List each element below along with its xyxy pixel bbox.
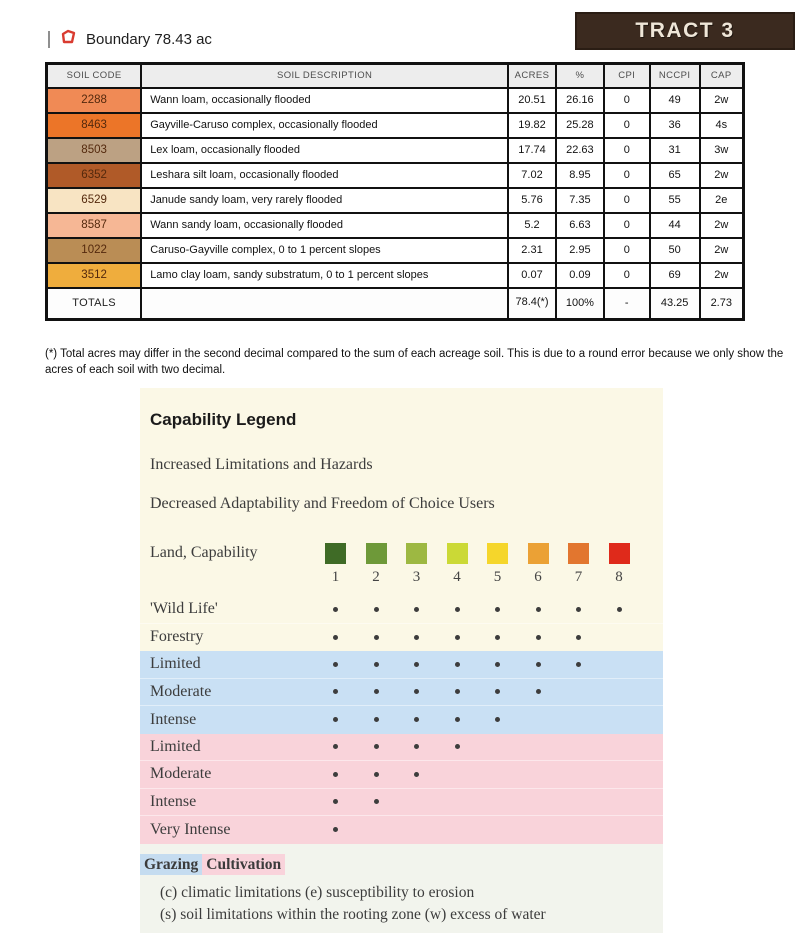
capability-dot xyxy=(333,635,338,640)
matrix-row-moderate xyxy=(140,679,663,707)
category-labels xyxy=(140,856,663,874)
capability-number-cell xyxy=(568,569,609,586)
matrix-dot-inner xyxy=(366,717,387,722)
matrix-row-label: 'Wild Life' xyxy=(150,600,218,618)
soil-percent-cell: 8.95 xyxy=(556,163,604,188)
capability-dot xyxy=(455,662,460,667)
capability-numbers-row xyxy=(140,569,663,586)
matrix-row-intense xyxy=(140,706,663,734)
table-row xyxy=(47,263,744,288)
totals-percent-cell: 100% xyxy=(556,288,604,320)
group-grazing xyxy=(140,651,663,734)
matrix-row-label: Intense xyxy=(150,710,197,728)
matrix-dot-inner xyxy=(366,635,387,640)
soil-nccpi-cell: 65 xyxy=(650,163,700,188)
matrix-dot-inner xyxy=(447,635,468,640)
capability-class-swatch xyxy=(528,543,549,564)
soil-nccpi-cell: 44 xyxy=(650,213,700,238)
totals-nccpi-cell: 43.25 xyxy=(650,288,700,320)
boundary-label: Boundary 78.43 ac xyxy=(86,31,212,48)
capability-dot xyxy=(374,689,379,694)
soil-code-cell: 8463 xyxy=(47,113,142,138)
soil-acres-cell: 7.02 xyxy=(508,163,556,188)
soil-percent-cell: 0.09 xyxy=(556,263,604,288)
soil-cpi-cell: 0 xyxy=(604,213,650,238)
capability-class-number: 3 xyxy=(412,569,421,585)
table-footnote: (*) Total acres may differ in the second decimal compared to the sum of each acreage soil. This is due to a round error because we only show the acres of each soil with two decimal. xyxy=(45,348,784,376)
matrix-dot-cell xyxy=(487,689,528,694)
capability-swatch-cell xyxy=(447,543,488,564)
matrix-dot-inner xyxy=(325,607,346,612)
soil-description-cell: Gayville-Caruso complex, occasionally flooded xyxy=(141,113,508,138)
soil-code-cell: 6352 xyxy=(47,163,142,188)
capability-dot xyxy=(576,607,581,612)
matrix-dot-inner xyxy=(406,744,427,749)
soil-cpi-cell: 0 xyxy=(604,88,650,113)
matrix-dot-cell xyxy=(366,717,407,722)
matrix-dot-inner xyxy=(366,744,387,749)
table-row xyxy=(47,138,744,163)
matrix-dot-cell xyxy=(406,717,447,722)
legend-top-section xyxy=(140,388,663,651)
matrix-row-very-intense xyxy=(140,816,663,844)
capability-dot xyxy=(414,635,419,640)
capability-dot xyxy=(495,717,500,722)
group-cultivation xyxy=(140,734,663,844)
soil-nccpi-cell: 31 xyxy=(650,138,700,163)
matrix-dot-cell xyxy=(406,689,447,694)
soil-acres-cell: 2.31 xyxy=(508,238,556,263)
matrix-row-label: Limited xyxy=(150,655,201,673)
capability-dot xyxy=(455,635,460,640)
column-header: ACRES xyxy=(508,64,556,88)
capability-dot xyxy=(414,689,419,694)
matrix-row-limited xyxy=(140,651,663,679)
soil-table-body xyxy=(47,88,744,320)
matrix-dot-cell xyxy=(528,635,569,640)
totals-cpi-cell: - xyxy=(604,288,650,320)
matrix-dot-inner xyxy=(325,662,346,667)
column-header: SOIL CODE xyxy=(47,64,142,88)
capability-dot xyxy=(374,607,379,612)
totals-label-cell: TOTALS xyxy=(47,288,142,320)
matrix-dot-cell xyxy=(528,689,569,694)
matrix-dot-inner xyxy=(447,717,468,722)
legend-footnotes xyxy=(140,882,663,927)
matrix-dot-inner xyxy=(366,772,387,777)
capability-swatch-cell xyxy=(325,543,366,564)
matrix-dot-cell xyxy=(447,635,488,640)
soil-code-cell: 8503 xyxy=(47,138,142,163)
soil-percent-cell: 26.16 xyxy=(556,88,604,113)
totals-description-cell xyxy=(141,288,508,320)
legend-footnote-line: (c) climatic limitations (e) susceptibility to erosion xyxy=(160,883,475,901)
matrix-dot-inner xyxy=(406,689,427,694)
column-header: % xyxy=(556,64,604,88)
capability-dot xyxy=(455,717,460,722)
matrix-dot-inner xyxy=(406,772,427,777)
matrix-dot-cell xyxy=(325,744,366,749)
soil-code-cell: 3512 xyxy=(47,263,142,288)
soil-acres-cell: 19.82 xyxy=(508,113,556,138)
matrix-row-forestry xyxy=(140,624,663,652)
boundary-header xyxy=(48,28,212,51)
matrix-dot-cell xyxy=(406,772,447,777)
matrix-dot-inner xyxy=(528,662,549,667)
capability-dot xyxy=(374,635,379,640)
matrix-dot-inner xyxy=(366,662,387,667)
matrix-dot-inner xyxy=(325,744,346,749)
soil-percent-cell: 25.28 xyxy=(556,113,604,138)
capability-dot xyxy=(374,662,379,667)
matrix-dot-inner xyxy=(568,607,589,612)
soil-percent-cell: 22.63 xyxy=(556,138,604,163)
soil-cpi-cell: 0 xyxy=(604,138,650,163)
matrix-dot-cell xyxy=(487,717,528,722)
matrix-dot-cell xyxy=(609,607,650,612)
soil-nccpi-cell: 36 xyxy=(650,113,700,138)
soil-acres-cell: 0.07 xyxy=(508,263,556,288)
soil-acres-cell: 5.2 xyxy=(508,213,556,238)
capability-dot xyxy=(333,689,338,694)
matrix-dot-cell xyxy=(528,662,569,667)
soil-cap-cell: 3w xyxy=(700,138,744,163)
matrix-dot-cell xyxy=(366,662,407,667)
capability-class-swatch xyxy=(325,543,346,564)
totals-cap-cell: 2.73 xyxy=(700,288,744,320)
matrix-dot-cell xyxy=(528,607,569,612)
soil-description-cell: Caruso-Gayville complex, 0 to 1 percent slopes xyxy=(141,238,508,263)
soil-cap-cell: 2e xyxy=(700,188,744,213)
soil-cap-cell: 4s xyxy=(700,113,744,138)
matrix-dot-inner xyxy=(325,772,346,777)
category-label-grazing: Grazing xyxy=(140,854,202,875)
matrix-dot-cell xyxy=(366,607,407,612)
matrix-dot-cell xyxy=(406,744,447,749)
category-label-cultivation: Cultivation xyxy=(202,854,285,875)
capability-dot xyxy=(576,662,581,667)
soil-nccpi-cell: 49 xyxy=(650,88,700,113)
soil-cap-cell: 2w xyxy=(700,238,744,263)
matrix-dot-inner xyxy=(487,662,508,667)
matrix-dot-cell xyxy=(568,607,609,612)
matrix-dot-inner xyxy=(366,607,387,612)
matrix-dot-cell xyxy=(325,689,366,694)
capability-number-cell xyxy=(528,569,569,586)
column-header: CAP xyxy=(700,64,744,88)
soil-code-cell: 8587 xyxy=(47,213,142,238)
capability-dot xyxy=(374,799,379,804)
capability-swatch-cell xyxy=(528,543,569,564)
matrix-row-label: Moderate xyxy=(150,682,212,700)
capability-number-cell xyxy=(447,569,488,586)
soil-percent-cell: 2.95 xyxy=(556,238,604,263)
soil-description-cell: Leshara silt loam, occasionally flooded xyxy=(141,163,508,188)
soil-cap-cell: 2w xyxy=(700,263,744,288)
soil-description-cell: Wann loam, occasionally flooded xyxy=(141,88,508,113)
matrix-dot-inner xyxy=(528,607,549,612)
soil-cpi-cell: 0 xyxy=(604,188,650,213)
matrix-dot-cell xyxy=(325,717,366,722)
capability-swatch-cell xyxy=(366,543,407,564)
capability-dot xyxy=(374,772,379,777)
matrix-dot-inner xyxy=(528,689,549,694)
soil-percent-cell: 6.63 xyxy=(556,213,604,238)
capability-dot xyxy=(455,744,460,749)
matrix-dot-inner xyxy=(325,827,346,832)
matrix-row-label: Limited xyxy=(150,737,201,755)
matrix-dot-cell xyxy=(325,772,366,777)
matrix-row-label: Intense xyxy=(150,792,197,810)
capability-swatch-cell xyxy=(406,543,447,564)
matrix-row-label: Moderate xyxy=(150,765,212,783)
capability-dot xyxy=(374,717,379,722)
tract-banner xyxy=(575,12,795,50)
matrix-dot-cell xyxy=(568,635,609,640)
matrix-dot-inner xyxy=(447,689,468,694)
legend-footer-section xyxy=(140,844,663,933)
capability-number-cell xyxy=(609,569,650,586)
table-row xyxy=(47,163,744,188)
soil-code-cell: 1022 xyxy=(47,238,142,263)
capability-numbers xyxy=(325,569,649,586)
capability-class-number: 5 xyxy=(493,569,502,585)
column-header: SOIL DESCRIPTION xyxy=(141,64,508,88)
capability-dot xyxy=(333,717,338,722)
soil-acres-cell: 17.74 xyxy=(508,138,556,163)
tract-label: TRACT 3 xyxy=(635,19,735,42)
legend-footnote-line: (s) soil limitations within the rooting zone (w) excess of water xyxy=(160,905,546,923)
capability-dot xyxy=(536,662,541,667)
capability-swatch-cell xyxy=(487,543,528,564)
soil-percent-cell: 7.35 xyxy=(556,188,604,213)
matrix-dot-cell xyxy=(366,799,407,804)
soil-description-cell: Janude sandy loam, very rarely flooded xyxy=(141,188,508,213)
capability-number-cell xyxy=(325,569,366,586)
capability-swatch-cell xyxy=(568,543,609,564)
capability-class-swatch xyxy=(366,543,387,564)
soil-cap-cell: 2w xyxy=(700,163,744,188)
divider-bar xyxy=(48,31,50,48)
matrix-dot-inner xyxy=(325,717,346,722)
capability-dot xyxy=(576,635,581,640)
capability-class-swatch xyxy=(487,543,508,564)
matrix-dot-cell xyxy=(487,607,528,612)
legend-title: Capability Legend xyxy=(150,410,297,429)
matrix-dot-inner xyxy=(568,662,589,667)
matrix-dot-cell xyxy=(366,772,407,777)
capability-class-number: 8 xyxy=(615,569,623,585)
column-header: NCCPI xyxy=(650,64,700,88)
capability-dot xyxy=(414,607,419,612)
matrix-dot-inner xyxy=(487,689,508,694)
matrix-dot-inner xyxy=(325,635,346,640)
capability-dot xyxy=(536,689,541,694)
matrix-dot-inner xyxy=(366,799,387,804)
matrix-dot-inner xyxy=(568,635,589,640)
capability-dot xyxy=(414,662,419,667)
matrix-dot-cell xyxy=(406,635,447,640)
matrix-dot-cell xyxy=(366,744,407,749)
matrix-dot-cell xyxy=(366,635,407,640)
capability-dot xyxy=(414,772,419,777)
capability-dot xyxy=(536,607,541,612)
matrix-dot-inner xyxy=(366,689,387,694)
matrix-dot-cell xyxy=(325,799,366,804)
soil-cap-cell: 2w xyxy=(700,88,744,113)
capability-dot xyxy=(455,689,460,694)
capability-dot xyxy=(374,744,379,749)
matrix-dot-cell xyxy=(406,662,447,667)
soil-table xyxy=(45,62,745,321)
matrix-row-limited xyxy=(140,734,663,762)
capability-class-number: 4 xyxy=(453,569,461,585)
table-row xyxy=(47,213,744,238)
capability-number-cell xyxy=(487,569,528,586)
capability-dot xyxy=(536,635,541,640)
matrix-dot-cell xyxy=(447,607,488,612)
matrix-dot-inner xyxy=(406,662,427,667)
matrix-row-label: Very Intense xyxy=(150,820,231,838)
capability-class-swatch xyxy=(447,543,468,564)
capability-class-swatch xyxy=(568,543,589,564)
matrix-dot-cell xyxy=(447,689,488,694)
matrix-row-intense xyxy=(140,789,663,817)
table-row xyxy=(47,88,744,113)
table-row xyxy=(47,238,744,263)
capability-dot xyxy=(333,662,338,667)
matrix-row-label: Forestry xyxy=(150,628,204,646)
soil-table-container xyxy=(45,62,745,321)
soil-nccpi-cell: 50 xyxy=(650,238,700,263)
soil-cap-cell: 2w xyxy=(700,213,744,238)
matrix-dot-inner xyxy=(325,689,346,694)
capability-swatch-cell xyxy=(609,543,650,564)
capability-dot xyxy=(617,607,622,612)
capability-dot xyxy=(495,662,500,667)
matrix-dot-inner xyxy=(447,662,468,667)
soil-description-cell: Wann sandy loam, occasionally flooded xyxy=(141,213,508,238)
capability-class-number: 7 xyxy=(574,569,583,585)
capability-class-number: 6 xyxy=(534,569,542,585)
soil-acres-cell: 20.51 xyxy=(508,88,556,113)
capability-dot xyxy=(333,607,338,612)
matrix-dot-inner xyxy=(447,607,468,612)
soil-code-cell: 2288 xyxy=(47,88,142,113)
matrix-dot-inner xyxy=(406,607,427,612)
table-row xyxy=(47,113,744,138)
capability-dot xyxy=(333,744,338,749)
matrix-dot-inner xyxy=(325,799,346,804)
matrix-dot-cell xyxy=(325,607,366,612)
capability-swatches xyxy=(325,543,649,564)
capability-dot xyxy=(333,772,338,777)
matrix-dot-inner xyxy=(447,744,468,749)
soil-cpi-cell: 0 xyxy=(604,238,650,263)
capability-number-cell xyxy=(406,569,447,586)
matrix-row--wild-life- xyxy=(140,596,663,624)
table-row xyxy=(47,188,744,213)
totals-row xyxy=(47,288,744,320)
soil-code-cell: 6529 xyxy=(47,188,142,213)
matrix-dot-cell xyxy=(325,662,366,667)
soil-description-cell: Lamo clay loam, sandy substratum, 0 to 1 percent slopes xyxy=(141,263,508,288)
capability-scale-row xyxy=(140,543,663,564)
soil-nccpi-cell: 55 xyxy=(650,188,700,213)
capability-class-number: 2 xyxy=(372,569,380,585)
capability-dot xyxy=(495,607,500,612)
totals-acres-cell: 78.4(*) xyxy=(508,288,556,320)
legend-line-adaptability: Decreased Adaptability and Freedom of Choice Users xyxy=(150,495,495,512)
matrix-dot-cell xyxy=(487,662,528,667)
matrix-dot-cell xyxy=(447,744,488,749)
matrix-dot-inner xyxy=(528,635,549,640)
matrix-dot-cell xyxy=(325,827,366,832)
matrix-dot-cell xyxy=(568,662,609,667)
capability-dot xyxy=(455,607,460,612)
capability-number-cell xyxy=(366,569,407,586)
capability-dot xyxy=(495,689,500,694)
capability-dot xyxy=(333,799,338,804)
matrix-dot-inner xyxy=(487,717,508,722)
capability-dot xyxy=(414,744,419,749)
capability-dot xyxy=(414,717,419,722)
matrix-dot-inner xyxy=(609,607,630,612)
scale-label: Land, Capability xyxy=(150,544,258,561)
legend-line-hazards: Increased Limitations and Hazards xyxy=(150,456,373,473)
capability-legend-panel xyxy=(140,388,663,933)
capability-class-swatch xyxy=(406,543,427,564)
matrix-dot-cell xyxy=(406,607,447,612)
soil-cpi-cell: 0 xyxy=(604,263,650,288)
capability-class-swatch xyxy=(609,543,630,564)
matrix-dot-inner xyxy=(406,717,427,722)
soil-description-cell: Lex loam, occasionally flooded xyxy=(141,138,508,163)
soil-cpi-cell: 0 xyxy=(604,163,650,188)
matrix-dot-cell xyxy=(325,635,366,640)
soil-nccpi-cell: 69 xyxy=(650,263,700,288)
soil-cpi-cell: 0 xyxy=(604,113,650,138)
matrix-dot-cell xyxy=(447,717,488,722)
matrix-dot-cell xyxy=(487,635,528,640)
soil-acres-cell: 5.76 xyxy=(508,188,556,213)
group-wildlife-forestry xyxy=(140,596,663,651)
column-header: CPI xyxy=(604,64,650,88)
matrix-dot-inner xyxy=(487,607,508,612)
capability-dot xyxy=(495,635,500,640)
boundary-polygon-icon xyxy=(59,28,77,51)
matrix-dot-inner xyxy=(406,635,427,640)
matrix-dot-inner xyxy=(487,635,508,640)
matrix-dot-cell xyxy=(447,662,488,667)
matrix-dot-cell xyxy=(366,689,407,694)
matrix-row-moderate xyxy=(140,761,663,789)
capability-dot xyxy=(333,827,338,832)
capability-class-number: 1 xyxy=(331,569,340,585)
table-header-row xyxy=(47,64,744,88)
